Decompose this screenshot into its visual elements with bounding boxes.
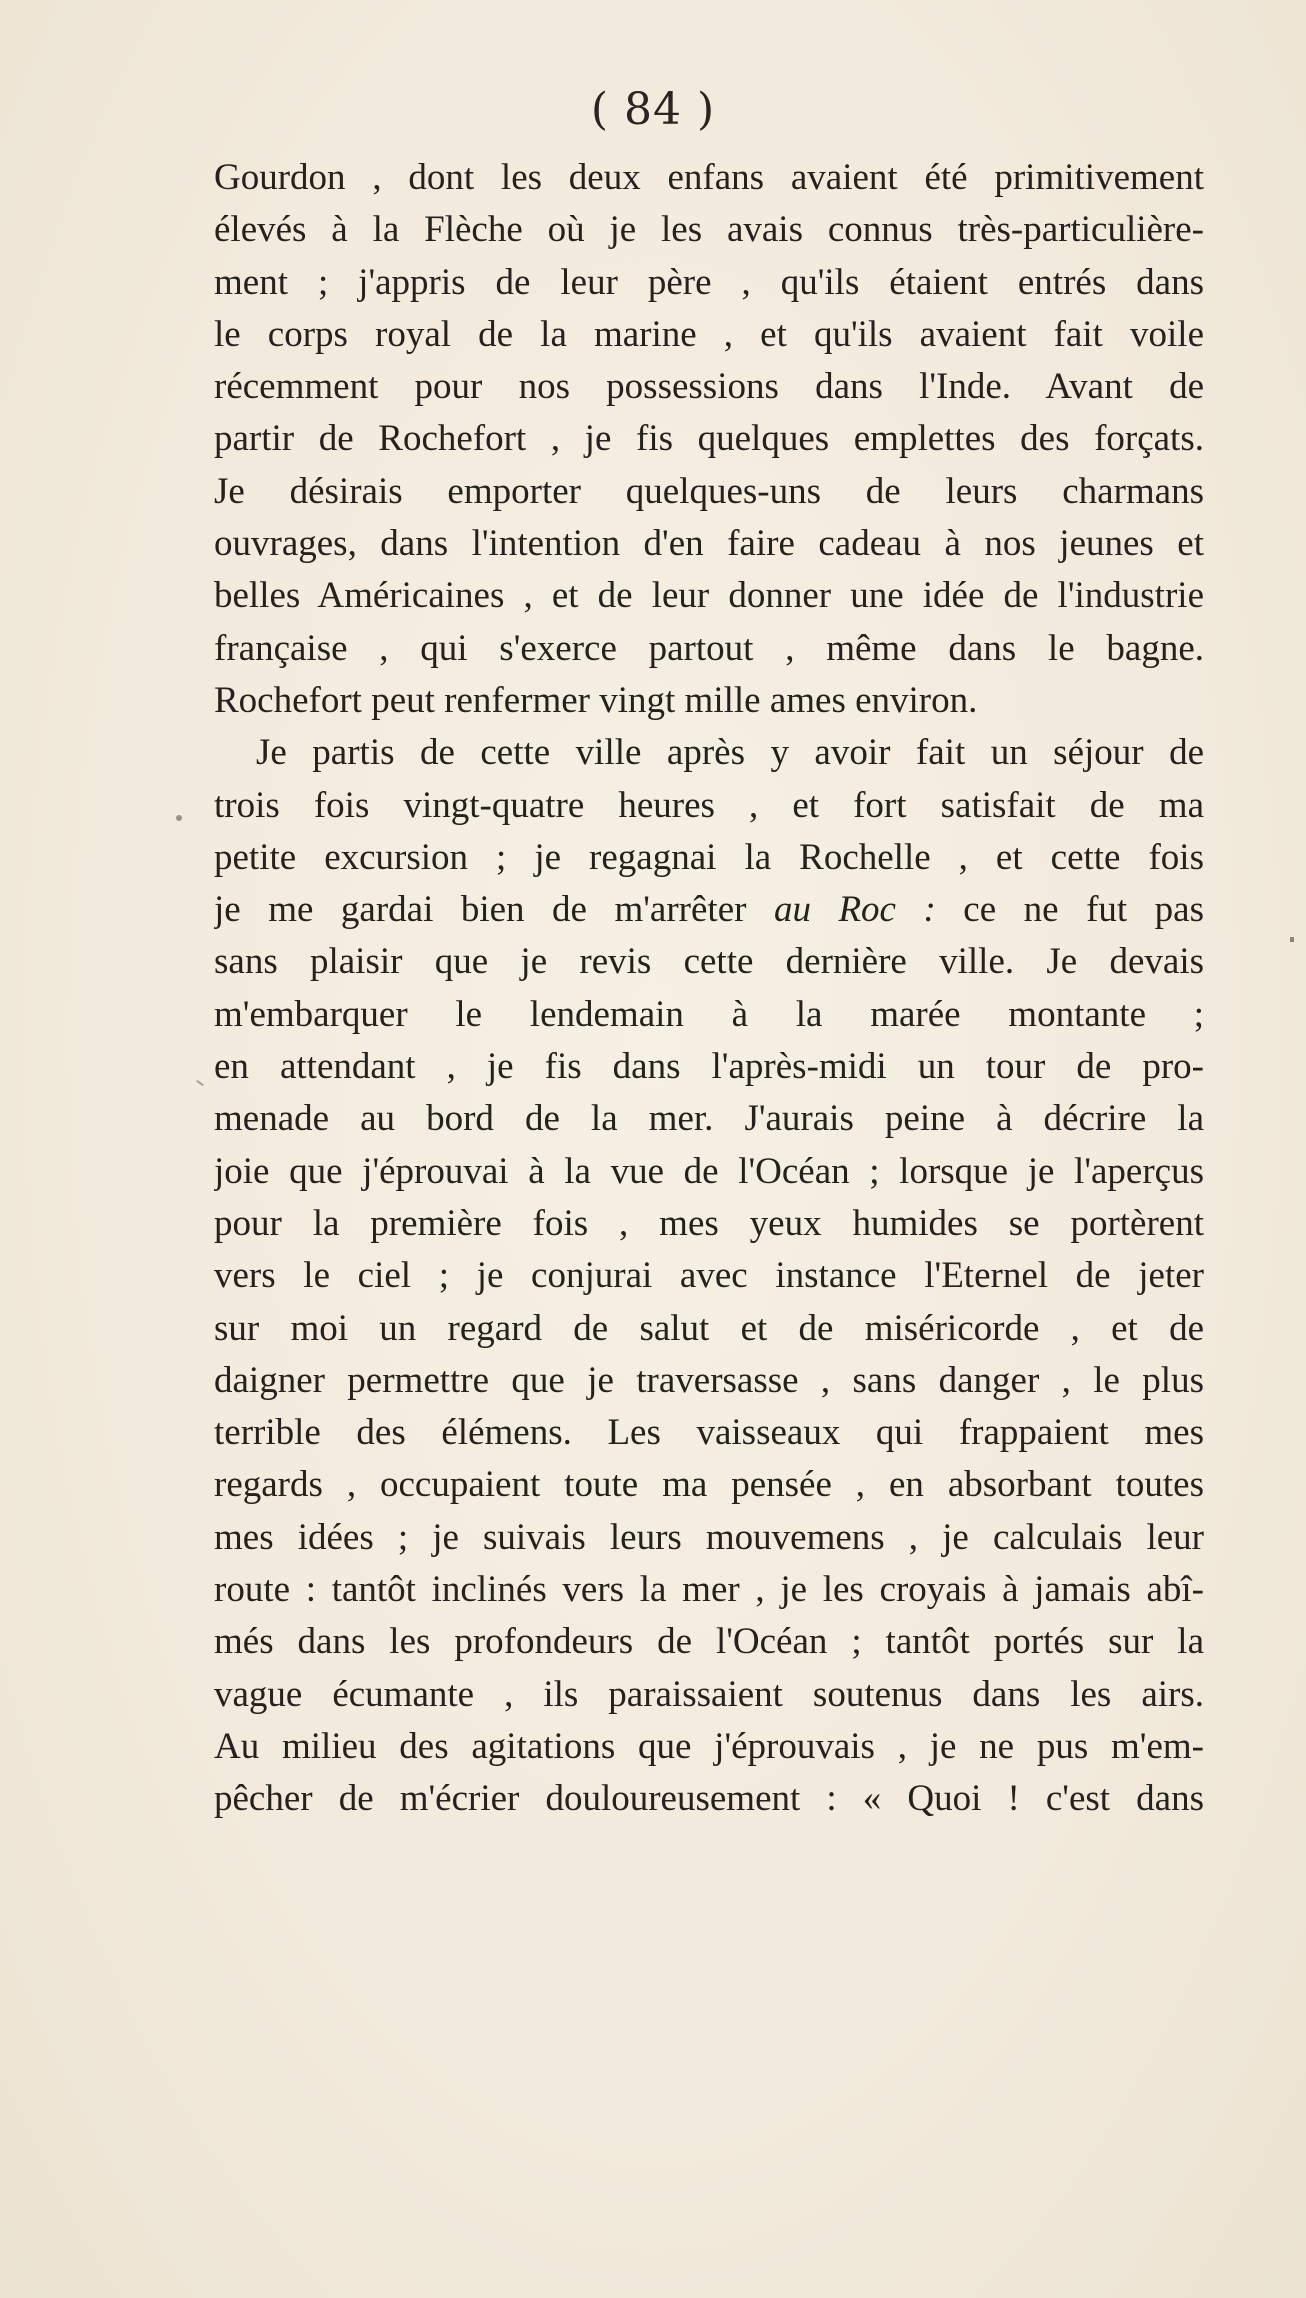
text-line: més dans les profondeurs de l'Océan ; tantôt portés sur la (214, 1621, 1204, 1663)
text-line-with-italic (214, 884, 1204, 936)
margin-speck (196, 1080, 204, 1086)
text-line: pêcher de m'écrier douloureusement : « Quoi ! c'est dans (214, 1778, 1204, 1820)
text-line: daigner permettre que je traversasse , sans danger , le plus (214, 1359, 1204, 1401)
body-text (214, 152, 1204, 1826)
page-number: ( 84 ) (590, 84, 716, 135)
text-line: Je désirais emporter quelques-uns de leurs charmans (214, 470, 1204, 512)
text-line: élevés à la Flèche où je les avais connus très-particulière- (214, 209, 1204, 251)
text-line: trois fois vingt-quatre heures , et fort satisfait de ma (214, 784, 1204, 826)
text-line: récemment pour nos possessions dans l'Inde. Avant de (214, 366, 1204, 408)
text-line: petite excursion ; je regagnai la Rochelle , et cette fois (214, 836, 1204, 878)
text-line: le corps royal de la marine , et qu'ils avaient fait voile (214, 313, 1204, 355)
text-line: mes idées ; je suivais leurs mouvemens , je calculais leur (214, 1516, 1204, 1558)
italic-place-name: au Roc : (773, 889, 936, 931)
text-line: sans plaisir que je revis cette dernière ville. Je devais (214, 941, 1204, 983)
text-line: vers le ciel ; je conjurai avec instance l'Eternel de jeter (214, 1255, 1204, 1297)
text-line: route : tantôt inclinés vers la mer , je les croyais à jamais abî- (214, 1569, 1204, 1611)
text-line: ment ; j'appris de leur père , qu'ils étaient entrés dans (214, 261, 1204, 303)
text-line: belles Américaines , et de leur donner une idée de l'industrie (214, 575, 1204, 617)
text-line-end: ce ne fut pas (963, 889, 1204, 931)
text-line-start: je me gardai bien de m'arrêter (214, 889, 747, 931)
margin-speck (176, 815, 182, 821)
text-line: partir de Rochefort , je fis quelques emplettes des forçats. (214, 418, 1204, 460)
text-line: menade au bord de la mer. J'aurais peine à décrire la (214, 1098, 1204, 1140)
margin-speck (1290, 937, 1294, 942)
text-line: regards , occupaient toute ma pensée , en absorbant toutes (214, 1464, 1204, 1506)
text-line: en attendant , je fis dans l'après-midi un tour de pro- (214, 1046, 1204, 1088)
text-line: Rochefort peut renfermer vingt mille ames environ. (214, 679, 978, 721)
text-line: m'embarquer le lendemain à la marée montante ; (214, 993, 1204, 1035)
text-line: Je partis de cette ville après y avoir fait un séjour de (256, 732, 1204, 774)
text-line: Au milieu des agitations que j'éprouvais , je ne pus m'em- (214, 1725, 1204, 1767)
text-line: sur moi un regard de salut et de miséricorde , et de (214, 1307, 1204, 1349)
text-line: vague écumante , ils paraissaient soutenus dans les airs. (214, 1673, 1204, 1715)
text-line: Gourdon , dont les deux enfans avaient été primitivement (214, 157, 1204, 198)
text-line: joie que j'éprouvai à la vue de l'Océan ; lorsque je l'aperçus (214, 1150, 1204, 1192)
text-line: française , qui s'exerce partout , même dans le bagne. (214, 627, 1204, 669)
text-line: ouvrages, dans l'intention d'en faire cadeau à nos jeunes et (214, 523, 1204, 565)
text-line: terrible des élémens. Les vaisseaux qui frappaient mes (214, 1412, 1204, 1454)
text-line: pour la première fois , mes yeux humides se portèrent (214, 1202, 1204, 1244)
